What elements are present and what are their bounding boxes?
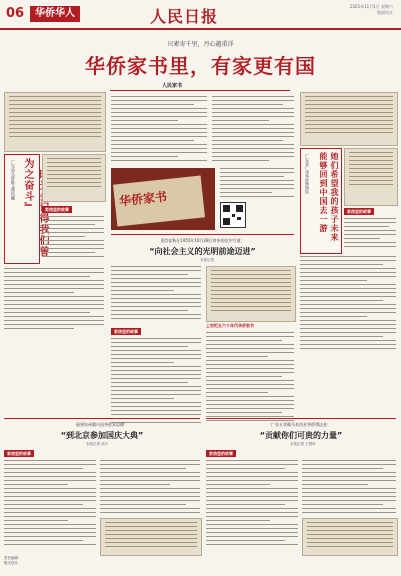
bottom-left-text-a <box>4 460 96 548</box>
letter-image-bottom-left <box>100 518 202 556</box>
letter-image-left-2 <box>42 154 106 202</box>
letter-image-right <box>300 92 398 146</box>
bottom-right-section-label: 家信里的故事 <box>206 450 236 457</box>
bottom-left-kicker: 福建泉州籍归国华侨朱思德： <box>76 422 128 427</box>
bottom-right-text-a <box>206 460 298 548</box>
middle-headline: “向社会主义的光明前途迈进” <box>149 247 256 256</box>
right-body-text-b <box>300 256 396 352</box>
bottom-left-section-label: 家信里的故事 <box>4 450 34 457</box>
top-kicker: 尺素寄千里，丹心越重洋 <box>167 41 234 48</box>
middle-body-text-b <box>111 338 201 426</box>
bottom-right-byline: 本报记者 王慧轩 <box>290 442 316 446</box>
page-number: 06 <box>6 6 25 21</box>
letter-image-left <box>4 92 106 152</box>
middle-byline: 本报记者 <box>200 258 214 262</box>
hero-caption: 华侨家书 <box>118 189 168 209</box>
center-body-text-a <box>111 96 207 164</box>
qr-code-icon <box>220 202 246 228</box>
middle-kicker: 见信复秋在1955年10月28日寄来的信中写道： <box>160 238 245 243</box>
middle-section-label: 家信里的故事 <box>111 328 141 335</box>
middle-caption-label: 上世纪五六十年代华侨家书 <box>206 323 254 328</box>
right-vertical-title: 她们希望我的孩子未来能够回到中国去一游 <box>319 152 339 242</box>
left-body-text-a <box>42 216 104 260</box>
bottom-right-headline: “贡献你们可贵的力量” <box>259 431 343 440</box>
date-line-1: 2025年11月1日 星期六 <box>349 4 393 9</box>
bottom-left-text-b <box>100 460 200 516</box>
page-header <box>0 0 401 30</box>
bottom-right-kicker: 广东五华籍马来西亚华侨谭达金： <box>271 422 331 427</box>
center-body-text-b <box>212 96 294 164</box>
middle-top-rule <box>111 234 294 235</box>
right-vertical-sub: 广东省广州华侨博物馆 <box>305 154 310 194</box>
letter-image-bottom-right <box>302 518 398 556</box>
headline-rule <box>110 90 290 91</box>
middle-body-text-a <box>111 266 201 322</box>
letter-image-right-2 <box>344 148 398 206</box>
right-body-text-a <box>344 218 396 250</box>
right-section-label: 家信里的故事 <box>344 208 374 215</box>
hero-side-text <box>220 168 294 200</box>
middle-body-text-c <box>206 332 294 424</box>
left-body-text-b <box>4 268 104 332</box>
header-date <box>350 4 393 16</box>
footer-line-1: 责任编辑： <box>4 556 22 560</box>
bottom-right-rule <box>206 418 396 419</box>
date-line-2: 版面设计 <box>377 10 393 15</box>
left-section-label: 家信里的故事 <box>42 206 72 213</box>
masthead: 人民日报 <box>150 7 219 26</box>
top-byline: 人民家书 <box>162 83 183 89</box>
letter-image-middle <box>206 266 296 322</box>
left-vertical-sub: 广东汕头侨批文物馆藏 <box>11 160 16 200</box>
bottom-left-headline: “到北京参加国庆大典” <box>60 431 144 440</box>
bottom-left-byline: 本报记者 高升 <box>86 442 109 446</box>
section-title: 华侨华人 <box>30 6 80 22</box>
bottom-right-text-b <box>302 460 396 516</box>
top-headline: 华侨家书里，有家更有国 <box>85 54 316 78</box>
left-vertical-title: 会记得我们曾为之奋斗』 <box>22 158 48 257</box>
page-footer <box>4 556 22 566</box>
footer-line-2: 版式设计： <box>4 561 22 565</box>
bottom-left-rule <box>4 418 200 419</box>
